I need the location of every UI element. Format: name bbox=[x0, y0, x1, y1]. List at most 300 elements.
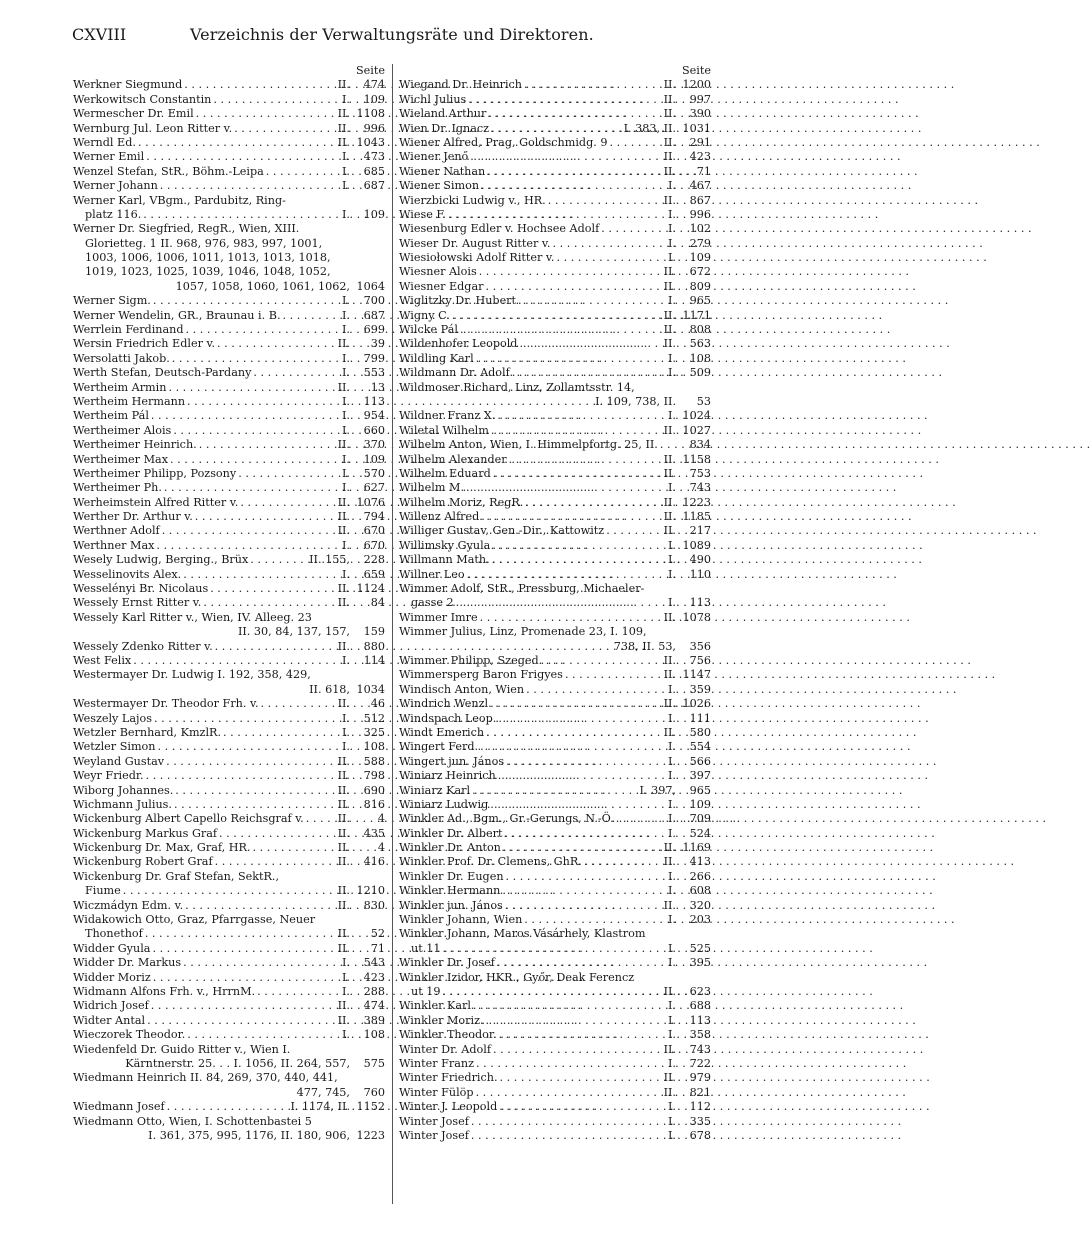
index-entry bbox=[73, 726, 385, 740]
index-entry bbox=[399, 726, 711, 740]
leader-dots bbox=[259, 697, 338, 711]
entry-volume: I. bbox=[668, 207, 676, 221]
index-entry bbox=[73, 467, 385, 481]
leader-dots bbox=[165, 1100, 291, 1114]
leader-dots bbox=[491, 467, 664, 481]
entry-volume: II. bbox=[663, 164, 676, 178]
index-entry bbox=[73, 956, 385, 970]
entry-volume: I. bbox=[342, 725, 350, 739]
entry-page: 1223 bbox=[682, 495, 711, 509]
entry-page-blank bbox=[354, 237, 385, 251]
entry-name: Winter Fülöp bbox=[399, 1085, 474, 1099]
leader-dots bbox=[516, 294, 668, 308]
entry-volume: II. bbox=[663, 452, 676, 466]
entry-volume: II. bbox=[663, 725, 676, 739]
leader-dots bbox=[181, 956, 342, 970]
seite-label: Seite bbox=[682, 64, 711, 77]
index-entry bbox=[399, 927, 711, 941]
entry-name: Wiedmann Heinrich II. 84, 269, 370, 440, 441, bbox=[73, 1071, 338, 1085]
entry-page: 670 bbox=[363, 524, 385, 538]
leader-dots bbox=[502, 827, 668, 841]
entry-continuation-text: gasse 2 bbox=[411, 596, 454, 610]
index-entry bbox=[399, 812, 711, 826]
entry-volume: I. bbox=[668, 1028, 676, 1042]
entry-page: 1152 bbox=[356, 1100, 385, 1114]
index-entry bbox=[399, 1028, 711, 1042]
leader-dots bbox=[215, 337, 338, 351]
entry-name: Wesely Ludwig, Berging., Brüx bbox=[73, 553, 249, 567]
index-entry bbox=[73, 784, 385, 798]
leader-dots bbox=[149, 999, 338, 1013]
leader-dots bbox=[504, 870, 668, 884]
entry-page: 288 bbox=[363, 984, 385, 998]
entry-name: Wersolatti Jakob. bbox=[73, 351, 170, 365]
index-entry bbox=[399, 1014, 711, 1028]
leader-dots bbox=[524, 683, 668, 697]
entry-name: Wiener Alfred, Prag, Goldschmidg. 9 bbox=[399, 135, 608, 149]
entry-page: 670 bbox=[363, 538, 385, 552]
index-entry bbox=[399, 122, 711, 136]
index-entry bbox=[73, 827, 385, 841]
leader-dots bbox=[498, 1071, 664, 1085]
entry-page: 108 bbox=[363, 740, 385, 754]
index-entry bbox=[73, 740, 385, 754]
entry-name: Winkler Dr. Josef bbox=[399, 956, 495, 970]
entry-volume: II. bbox=[337, 495, 350, 509]
entry-continuation-text: platz 116. bbox=[85, 207, 142, 221]
entry-name: Wertheim Pál bbox=[73, 409, 149, 423]
index-entry bbox=[73, 93, 385, 107]
entry-name: Werkner Siegmund bbox=[73, 78, 183, 92]
leader-dots bbox=[522, 78, 664, 92]
index-entry bbox=[399, 755, 711, 769]
index-entry-continuation bbox=[73, 1129, 385, 1143]
entry-page: 997 bbox=[689, 92, 711, 106]
leader-dots bbox=[554, 251, 668, 265]
entry-name: Winter Franz bbox=[399, 1056, 474, 1070]
leader-dots bbox=[151, 294, 342, 308]
entry-name: Wickenburg Dr. Graf Stefan, SektR., bbox=[73, 869, 280, 883]
entry-name: Wertheimer Heinrich. bbox=[73, 438, 197, 452]
entry-name: Windt Emerich bbox=[399, 725, 485, 739]
entry-name: Wessely Karl Ritter v., Wien, IV. Alleeg. 23 bbox=[73, 610, 312, 624]
leader-dots bbox=[490, 553, 668, 567]
entry-name: Werner Johann bbox=[73, 179, 158, 193]
index-entry-continuation bbox=[73, 208, 385, 222]
entry-page: 699 bbox=[363, 323, 385, 337]
entry-name: Widder Gyula bbox=[73, 941, 151, 955]
entry-page: 660 bbox=[363, 423, 385, 437]
entry-volume: I. bbox=[342, 466, 350, 480]
index-entry bbox=[73, 999, 385, 1013]
entry-page: 53 bbox=[696, 394, 711, 408]
entry-volume: I. bbox=[668, 1013, 676, 1027]
entry-page: 423 bbox=[689, 150, 711, 164]
index-entry-continuation bbox=[73, 265, 385, 279]
entry-page: 435 bbox=[363, 826, 385, 840]
leader-dots bbox=[170, 352, 342, 366]
index-entry bbox=[399, 150, 711, 164]
index-entry bbox=[73, 453, 385, 467]
index-entry bbox=[399, 668, 711, 682]
entry-name: Wingert Ferd. bbox=[399, 740, 479, 754]
entry-continuation-text: Glorietteg. 1 II. 968, 976, 983, 997, 1001, bbox=[85, 236, 323, 250]
index-entry bbox=[73, 409, 385, 423]
entry-name: Winkler Izidor, HKR., Győr, Deak Ferencz bbox=[399, 970, 635, 984]
entry-volume: I. bbox=[342, 179, 350, 193]
entry-page: 228 bbox=[363, 553, 385, 567]
index-entry bbox=[399, 208, 711, 222]
index-entry bbox=[73, 496, 385, 510]
index-entry bbox=[73, 352, 385, 366]
entry-page: 996 bbox=[689, 207, 711, 221]
entry-volume: II. bbox=[663, 135, 676, 149]
entry-volume: II. bbox=[337, 135, 350, 149]
entry-name: Wilcke Pál bbox=[399, 323, 458, 337]
entry-page: 413 bbox=[689, 855, 711, 869]
index-entry bbox=[399, 179, 711, 193]
entry-name: Wersin Friedrich Edler v. bbox=[73, 337, 216, 351]
entry-name: Wiczmádyn Edm. v. bbox=[73, 898, 184, 912]
entry-page: 709 bbox=[689, 812, 711, 826]
entry-page: 1026 bbox=[682, 697, 711, 711]
entry-page: 756 bbox=[689, 654, 711, 667]
entry-volume: II. 155, bbox=[309, 553, 350, 567]
entry-page: 358 bbox=[689, 1028, 711, 1042]
leader-dots bbox=[614, 812, 668, 826]
entry-continuation-text: I. 109, 738, II. bbox=[595, 394, 676, 408]
entry-continuation-text: 477, 745, bbox=[296, 1085, 350, 1099]
entry-page: 1043 bbox=[356, 135, 385, 149]
entry-name: Wiener Nathan bbox=[399, 164, 486, 178]
leader-dots bbox=[582, 855, 664, 869]
entry-volume: I. bbox=[668, 1056, 676, 1070]
entry-page: 566 bbox=[689, 754, 711, 768]
entry-volume: II. bbox=[663, 1085, 676, 1099]
entry-volume: II. bbox=[663, 265, 676, 279]
index-entry bbox=[399, 496, 711, 510]
entry-volume: II. bbox=[337, 380, 350, 394]
entry-name: Widder Dr. Markus bbox=[73, 956, 182, 970]
entry-volume: II. bbox=[337, 999, 350, 1013]
index-entry bbox=[73, 294, 385, 308]
entry-name: Wildling Karl bbox=[399, 351, 474, 365]
entry-page: 110 bbox=[689, 567, 711, 581]
entry-volume: I. bbox=[668, 179, 676, 193]
entry-name: Wesselényi Br. Nicolaus bbox=[73, 582, 209, 596]
index-entry bbox=[399, 251, 711, 265]
entry-name: Werthner Adolf bbox=[73, 524, 160, 538]
index-entry bbox=[399, 1086, 711, 1100]
entry-name: Widter Antal bbox=[73, 1013, 146, 1027]
index-entry bbox=[73, 841, 385, 855]
leader-dots bbox=[446, 208, 668, 222]
entry-page: 370 bbox=[363, 438, 385, 452]
entry-page: 700 bbox=[363, 294, 385, 308]
entry-volume: I. bbox=[668, 366, 676, 380]
entry-name: Winkler Ad., Bgm., Gr.-Gerungs, N.-Ö. bbox=[399, 812, 614, 826]
leader-dots bbox=[465, 568, 668, 582]
index-entry bbox=[399, 366, 711, 380]
leader-dots bbox=[166, 381, 337, 395]
entry-volume: II. bbox=[337, 783, 350, 797]
entry-name: Windspach Leop. bbox=[399, 711, 497, 725]
leader-dots bbox=[441, 942, 669, 956]
entry-name: Wessely Ernst Ritter v. bbox=[73, 596, 202, 610]
entry-name: Winter Friedrich. bbox=[399, 1071, 498, 1085]
index-entry bbox=[73, 769, 385, 783]
leader-dots bbox=[238, 496, 337, 510]
entry-volume: I. 397, bbox=[639, 783, 676, 797]
entry-volume: I. bbox=[668, 913, 676, 927]
index-entry bbox=[73, 971, 385, 985]
entry-name: Windrich Wenzl bbox=[399, 697, 489, 711]
leader-dots bbox=[507, 453, 664, 467]
index-entry bbox=[73, 553, 385, 567]
entry-page: 608 bbox=[689, 884, 711, 898]
entry-volume: II. bbox=[663, 308, 676, 322]
entry-name: Wetzler Bernhard, KmzlR. bbox=[73, 725, 222, 739]
index-entry bbox=[399, 582, 711, 596]
entry-volume: II. bbox=[663, 337, 676, 351]
leader-dots bbox=[185, 395, 342, 409]
entry-volume: I. bbox=[342, 740, 350, 754]
index-entry bbox=[73, 150, 385, 164]
index-entry bbox=[399, 438, 711, 452]
entry-page: 627 bbox=[363, 481, 385, 495]
entry-name: Wickenburg Robert Graf bbox=[73, 855, 213, 869]
entry-volume: II. bbox=[337, 596, 350, 610]
entry-page: 1024 bbox=[682, 409, 711, 423]
leader-dots bbox=[164, 755, 338, 769]
entry-name: Wichl Julius bbox=[399, 92, 467, 106]
entry-volume: II. bbox=[337, 438, 350, 452]
column-divider bbox=[392, 64, 393, 1204]
index-entry bbox=[399, 237, 711, 251]
entry-page: 423 bbox=[363, 970, 385, 984]
entry-volume: I. bbox=[342, 984, 350, 998]
index-entry bbox=[73, 1043, 385, 1057]
entry-name: Wenzel Stefan, StR., Böhm.-Leipa bbox=[73, 164, 264, 178]
leader-dots bbox=[501, 841, 664, 855]
entry-page: 760 bbox=[363, 1085, 385, 1099]
leader-dots bbox=[143, 927, 338, 941]
leader-dots bbox=[500, 884, 668, 898]
entry-volume: I. bbox=[668, 769, 676, 783]
entry-volume: I. bbox=[342, 654, 350, 667]
entry-volume: I. bbox=[342, 150, 350, 164]
entry-volume: II. bbox=[337, 582, 350, 596]
entry-page: 979 bbox=[689, 1071, 711, 1085]
entry-page: 575 bbox=[363, 1056, 385, 1070]
index-entry bbox=[73, 1071, 385, 1085]
leader-dots bbox=[149, 409, 342, 423]
entry-page: 965 bbox=[689, 294, 711, 308]
entry-page: 794 bbox=[363, 510, 385, 524]
index-entry-continuation bbox=[399, 640, 711, 654]
entry-volume: II. bbox=[337, 524, 350, 538]
index-entry bbox=[399, 913, 711, 927]
entry-volume: II. bbox=[337, 78, 350, 92]
entry-page: 672 bbox=[689, 265, 711, 279]
entry-page: 512 bbox=[363, 711, 385, 725]
entry-name: Winkler Karl bbox=[399, 999, 471, 1013]
leader-dots bbox=[468, 150, 663, 164]
leader-dots bbox=[496, 769, 668, 783]
index-entry bbox=[399, 424, 711, 438]
left-column bbox=[73, 64, 385, 1143]
entry-continuation-text: 1019, 1023, 1025, 1039, 1046, 1048, 1052, bbox=[85, 265, 331, 279]
leader-dots bbox=[490, 539, 668, 553]
leader-dots bbox=[160, 524, 338, 538]
entry-volume: I. bbox=[668, 1128, 676, 1142]
entry-name: Wichmann Julius. bbox=[73, 797, 172, 811]
index-entry bbox=[399, 165, 711, 179]
entry-volume: I. bbox=[668, 222, 676, 236]
entry-page: 678 bbox=[689, 1128, 711, 1142]
entry-page: 320 bbox=[689, 898, 711, 912]
entry-page: 580 bbox=[689, 725, 711, 739]
entry-page: 84 bbox=[370, 596, 385, 610]
entry-name: Winkler Prof. Dr. Clemens, GhR. bbox=[399, 855, 582, 869]
entry-volume: II. bbox=[663, 855, 676, 869]
entry-page: 1031 bbox=[682, 121, 711, 135]
leader-dots bbox=[201, 596, 337, 610]
entry-name: Wildmoser Richard, Linz, Zollamtsstr. 14, bbox=[399, 380, 635, 394]
entry-page: 880 bbox=[363, 639, 385, 653]
entry-name: Widmann Alfons Frh. v., HrrnM. bbox=[73, 984, 256, 998]
index-entry bbox=[399, 409, 711, 423]
index-entry bbox=[399, 899, 711, 913]
leader-dots bbox=[474, 1086, 664, 1100]
seite-label: Seite bbox=[356, 64, 385, 77]
index-entry bbox=[399, 467, 711, 481]
leader-dots bbox=[485, 165, 663, 179]
index-entry bbox=[399, 107, 711, 121]
entry-name: Werner Karl, VBgm., Pardubitz, Ring- bbox=[73, 193, 286, 207]
entry-name: Wilhelm M. bbox=[399, 481, 465, 495]
entry-page: 473 bbox=[363, 150, 385, 164]
entry-name: Wimmer Adolf, StR., Pressburg, Michaeler- bbox=[399, 582, 645, 596]
entry-volume: I. bbox=[668, 869, 676, 883]
entry-page: 335 bbox=[689, 1114, 711, 1128]
entry-volume: II. bbox=[337, 1013, 350, 1027]
entry-volume: I. bbox=[342, 452, 350, 466]
entry-volume: I. bbox=[342, 409, 350, 423]
entry-page: 687 bbox=[363, 308, 385, 322]
entry-volume: II. bbox=[663, 697, 676, 711]
entry-page: 112 bbox=[689, 1100, 711, 1114]
index-entry bbox=[399, 1071, 711, 1085]
entry-volume: II. bbox=[337, 769, 350, 783]
entry-name: Wildenhofer Leopold bbox=[399, 337, 518, 351]
index-entry-continuation bbox=[73, 884, 385, 898]
leader-dots bbox=[236, 467, 342, 481]
leader-dots bbox=[496, 712, 668, 726]
entry-volume: II. bbox=[663, 510, 676, 524]
leader-dots bbox=[304, 812, 338, 826]
entry-name: Wilhelm Alexander bbox=[399, 452, 507, 466]
index-entry bbox=[73, 812, 385, 826]
index-entry bbox=[399, 136, 711, 150]
index-entry-continuation bbox=[399, 985, 711, 999]
entry-name: Werner Dr. Siegfried, RegR., Wien, XIII. bbox=[73, 222, 300, 236]
index-entry bbox=[399, 654, 711, 668]
leader-dots bbox=[217, 827, 338, 841]
leader-dots bbox=[450, 309, 664, 323]
index-entry bbox=[399, 309, 711, 323]
index-entry bbox=[73, 78, 385, 92]
entry-volume: II. bbox=[337, 841, 350, 855]
leader-dots bbox=[458, 323, 664, 337]
entry-page: 397 bbox=[689, 769, 711, 783]
index-entry bbox=[399, 568, 711, 582]
entry-volume: I. bbox=[342, 956, 350, 970]
entry-page: 108 bbox=[689, 351, 711, 365]
index-entry bbox=[73, 337, 385, 351]
leader-dots bbox=[264, 165, 342, 179]
index-entry bbox=[399, 381, 711, 395]
entry-page: 109 bbox=[363, 207, 385, 221]
entry-volume: II. bbox=[337, 898, 350, 912]
leader-dots bbox=[488, 798, 668, 812]
entry-volume: II. bbox=[663, 92, 676, 106]
leader-dots bbox=[162, 481, 342, 495]
index-entry bbox=[399, 280, 711, 294]
entry-volume: II. bbox=[663, 423, 676, 437]
leader-dots bbox=[478, 740, 668, 754]
leader-dots bbox=[471, 999, 668, 1013]
entry-page: 570 bbox=[363, 466, 385, 480]
leader-dots bbox=[194, 107, 338, 121]
entry-volume: I. bbox=[342, 308, 350, 322]
index-entry bbox=[399, 712, 711, 726]
index-entry bbox=[73, 582, 385, 596]
entry-page: 809 bbox=[689, 279, 711, 293]
leader-dots bbox=[173, 784, 337, 798]
entry-name: Wieser Dr. August Ritter v. bbox=[399, 236, 551, 250]
entry-page: 1108 bbox=[356, 107, 385, 121]
index-entry bbox=[73, 611, 385, 625]
entry-page-blank bbox=[354, 251, 385, 265]
entry-name: Wierzbicki Ludwig v., HR. bbox=[399, 193, 546, 207]
leader-dots bbox=[484, 726, 664, 740]
leader-dots bbox=[144, 769, 338, 783]
entry-page: 799 bbox=[363, 351, 385, 365]
leader-dots bbox=[211, 93, 342, 107]
entry-page: 4 bbox=[377, 812, 385, 826]
index-entry bbox=[73, 323, 385, 337]
entry-volume: I. bbox=[668, 538, 676, 552]
leader-dots bbox=[213, 855, 338, 869]
entry-name: Winiarz Karl bbox=[399, 783, 471, 797]
entry-volume: I. bbox=[342, 207, 350, 221]
index-entry bbox=[73, 1115, 385, 1129]
entry-page: 109 bbox=[363, 452, 385, 466]
leader-dots bbox=[484, 1014, 668, 1028]
entry-volume: I. bbox=[668, 941, 676, 955]
entry-page-blank bbox=[354, 265, 385, 279]
entry-volume: I. bbox=[668, 884, 676, 898]
leader-dots bbox=[478, 611, 664, 625]
entry-volume: II. bbox=[663, 279, 676, 293]
entry-name: Winter Josef bbox=[399, 1114, 469, 1128]
leader-dots bbox=[182, 78, 337, 92]
entry-page: 1147 bbox=[682, 668, 711, 682]
entry-page: 109 bbox=[689, 797, 711, 811]
leader-dots bbox=[152, 712, 342, 726]
entry-page: 743 bbox=[689, 1042, 711, 1056]
